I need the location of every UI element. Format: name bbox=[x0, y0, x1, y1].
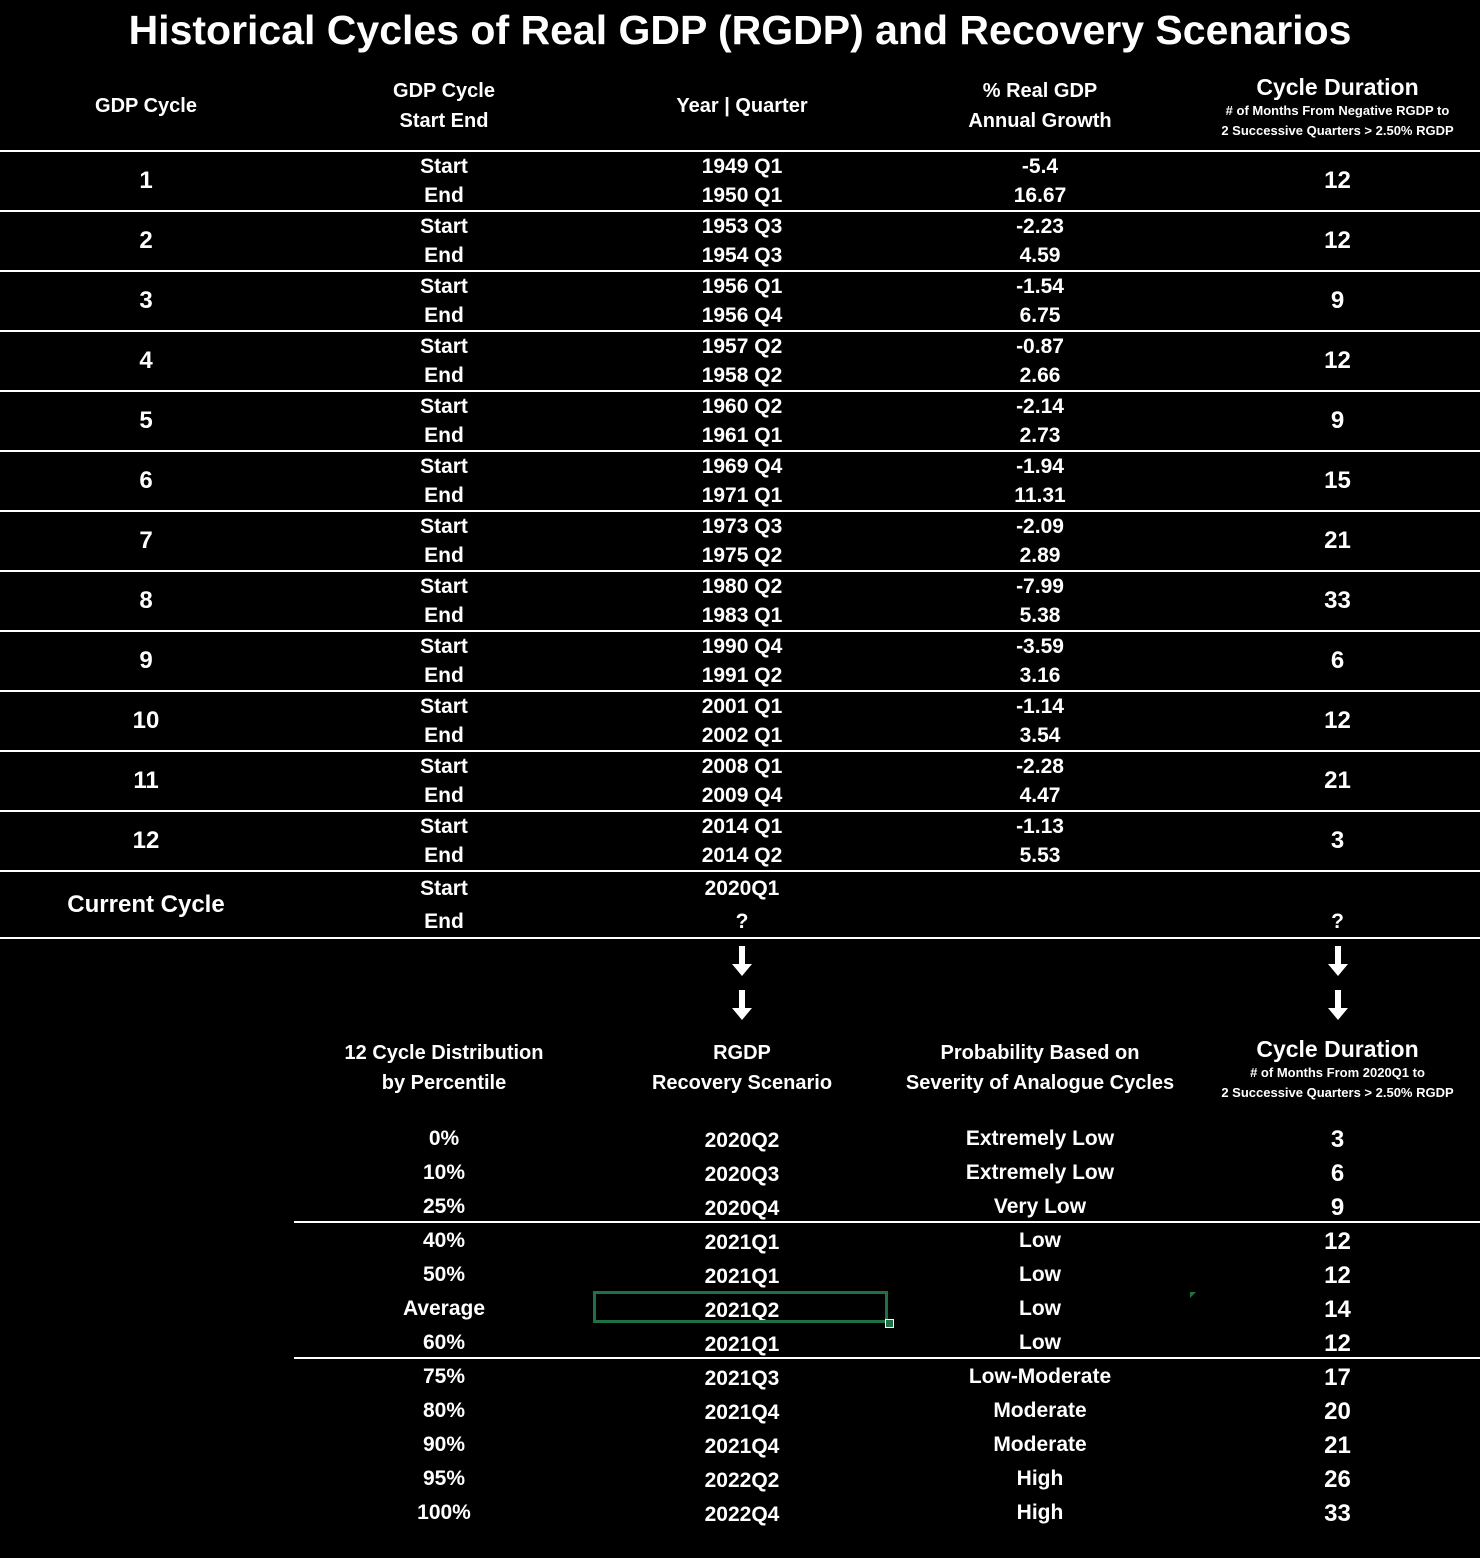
header-cycle-duration-2-sub1: # of Months From 2020Q1 to bbox=[1250, 1065, 1425, 1080]
end-label: End bbox=[424, 724, 464, 747]
header-cycle-duration-sub2: 2 Successive Quarters > 2.50% RGDP bbox=[1221, 123, 1454, 138]
recovery-scenario-value: 2021Q4 bbox=[704, 1435, 780, 1458]
end-quarter: 1983 Q1 bbox=[701, 604, 783, 627]
start-quarter: 1990 Q4 bbox=[701, 635, 783, 658]
recovery-scenario-value: 2020Q2 bbox=[704, 1129, 780, 1152]
end-label: End bbox=[424, 364, 464, 387]
cycle-duration-value: 12 bbox=[1324, 347, 1351, 374]
probability-value: Low bbox=[1019, 1263, 1061, 1286]
cycle-duration-value: ? bbox=[1331, 910, 1344, 933]
start-growth: -2.09 bbox=[1016, 515, 1064, 538]
cycle-duration-value: 9 bbox=[1330, 287, 1345, 314]
recovery-scenario-value: 2020Q4 bbox=[704, 1197, 780, 1220]
end-growth: 5.38 bbox=[1019, 604, 1061, 627]
probability-value: Moderate bbox=[993, 1399, 1087, 1422]
end-quarter: 2009 Q4 bbox=[701, 784, 783, 807]
arrow-down-icon bbox=[1323, 944, 1353, 978]
end-label: End bbox=[424, 244, 464, 267]
probability-value: Low bbox=[1019, 1297, 1061, 1320]
end-quarter: 1958 Q2 bbox=[701, 364, 783, 387]
start-label: Start bbox=[420, 215, 468, 238]
months-value: 20 bbox=[1324, 1398, 1351, 1425]
end-growth: 4.47 bbox=[1019, 784, 1061, 807]
probability-value: Low-Moderate bbox=[968, 1365, 1112, 1388]
arrow-down-icon bbox=[727, 988, 757, 1022]
selected-cell[interactable] bbox=[593, 1291, 888, 1323]
header-cycle-duration-2-sub2: 2 Successive Quarters > 2.50% RGDP bbox=[1221, 1085, 1454, 1100]
end-quarter: 1971 Q1 bbox=[701, 484, 783, 507]
cycle-number: 7 bbox=[139, 527, 153, 554]
cycle-number: 4 bbox=[139, 347, 153, 374]
probability-value: Extremely Low bbox=[965, 1127, 1115, 1150]
end-growth: 4.59 bbox=[1019, 244, 1061, 267]
percentile-label: 90% bbox=[422, 1433, 466, 1456]
end-quarter: 1956 Q4 bbox=[701, 304, 783, 327]
header-percentile-line2: by Percentile bbox=[381, 1072, 507, 1094]
header-percentile-line1: 12 Cycle Distribution bbox=[344, 1042, 544, 1064]
header-probability-line1: Probability Based on bbox=[940, 1042, 1140, 1064]
start-quarter: 1957 Q2 bbox=[701, 335, 783, 358]
start-quarter: 1949 Q1 bbox=[701, 155, 783, 178]
months-value: 12 bbox=[1324, 1228, 1351, 1255]
recovery-scenario-value: 2021Q2 bbox=[704, 1299, 780, 1322]
start-label: Start bbox=[420, 575, 468, 598]
current-cycle-label: Current Cycle bbox=[67, 891, 225, 918]
probability-value: High bbox=[1016, 1467, 1064, 1490]
cycle-number: 3 bbox=[139, 287, 153, 314]
months-value: 12 bbox=[1324, 1262, 1351, 1289]
probability-value: Low bbox=[1019, 1331, 1061, 1354]
start-label: Start bbox=[420, 635, 468, 658]
probability-value: Very Low bbox=[993, 1195, 1087, 1218]
start-label: Start bbox=[420, 755, 468, 778]
recovery-scenario-value: 2021Q1 bbox=[704, 1333, 780, 1356]
end-label: End bbox=[424, 304, 464, 327]
percentile-label: 50% bbox=[422, 1263, 466, 1286]
header-cycle-duration-2 bbox=[1190, 1035, 1480, 1103]
recovery-scenario-value: 2021Q1 bbox=[704, 1265, 780, 1288]
cycle-number: 12 bbox=[132, 827, 160, 854]
months-value: 26 bbox=[1324, 1466, 1351, 1493]
fill-handle[interactable] bbox=[885, 1319, 894, 1328]
end-quarter: ? bbox=[735, 910, 749, 933]
percentile-label: 40% bbox=[422, 1229, 466, 1252]
cycle-duration-value: 15 bbox=[1324, 467, 1351, 494]
start-quarter: 1969 Q4 bbox=[701, 455, 783, 478]
months-value: 33 bbox=[1324, 1500, 1351, 1527]
months-value: 21 bbox=[1324, 1432, 1351, 1459]
cycle-duration-value: 12 bbox=[1324, 227, 1351, 254]
cycle-number: 5 bbox=[139, 407, 153, 434]
start-label: Start bbox=[420, 335, 468, 358]
percentile-label: 60% bbox=[422, 1331, 466, 1354]
start-growth: -2.28 bbox=[1016, 755, 1064, 778]
start-quarter: 2008 Q1 bbox=[701, 755, 783, 778]
percentile-label: 25% bbox=[422, 1195, 466, 1218]
header-start-end bbox=[294, 76, 594, 136]
months-value: 12 bbox=[1324, 1330, 1351, 1357]
cycle-number: 6 bbox=[139, 467, 153, 494]
header-gdp-cycle-label: GDP Cycle bbox=[95, 95, 197, 117]
end-quarter: 1991 Q2 bbox=[701, 664, 783, 687]
end-label: End bbox=[424, 424, 464, 447]
cycle-number: 1 bbox=[139, 167, 153, 194]
header-growth-line1: % Real GDP bbox=[982, 80, 1098, 102]
cycle-number: 9 bbox=[139, 647, 153, 674]
cycle-number: 2 bbox=[139, 227, 153, 254]
start-label: Start bbox=[420, 155, 468, 178]
end-label: End bbox=[424, 844, 464, 867]
page-title: Historical Cycles of Real GDP (RGDP) and Recovery Scenarios bbox=[128, 7, 1352, 53]
start-label: Start bbox=[420, 275, 468, 298]
percentile-label: 100% bbox=[417, 1501, 471, 1524]
end-quarter: 1961 Q1 bbox=[701, 424, 783, 447]
start-label: Start bbox=[420, 515, 468, 538]
percentile-label: 80% bbox=[422, 1399, 466, 1422]
header-cycle-duration-title: Cycle Duration bbox=[1256, 74, 1419, 100]
header-cycle-duration-sub1: # of Months From Negative RGDP to bbox=[1225, 103, 1450, 118]
header-start-end-line1: GDP Cycle bbox=[393, 80, 495, 102]
cycle-duration-value: 12 bbox=[1324, 167, 1351, 194]
recovery-scenario-value: 2020Q3 bbox=[704, 1163, 780, 1186]
months-value: 17 bbox=[1324, 1364, 1351, 1391]
percentile-label: Average bbox=[402, 1297, 486, 1320]
cycle-duration-value: 21 bbox=[1324, 767, 1351, 794]
start-label: Start bbox=[420, 877, 468, 900]
end-growth: 2.89 bbox=[1019, 544, 1061, 567]
arrow-down-icon bbox=[727, 944, 757, 978]
cycle-duration-value: 6 bbox=[1330, 647, 1345, 674]
start-quarter: 2001 Q1 bbox=[701, 695, 783, 718]
start-growth: -3.59 bbox=[1016, 635, 1064, 658]
end-label: End bbox=[424, 664, 464, 687]
percentile-label: 10% bbox=[422, 1161, 466, 1184]
header-year-quarter bbox=[594, 91, 890, 121]
header-probability-line2: Severity of Analogue Cycles bbox=[905, 1072, 1175, 1094]
header-cycle-duration bbox=[1190, 73, 1480, 141]
header-cycle-duration-2-title: Cycle Duration bbox=[1256, 1036, 1419, 1062]
header-recovery-line2: Recovery Scenario bbox=[651, 1072, 833, 1094]
cycle-duration-value: 9 bbox=[1330, 407, 1345, 434]
header-probability bbox=[890, 1038, 1190, 1098]
end-quarter: 1954 Q3 bbox=[701, 244, 783, 267]
start-growth: -5.4 bbox=[1021, 155, 1059, 178]
end-label: End bbox=[424, 604, 464, 627]
percentile-label: 0% bbox=[428, 1127, 460, 1150]
header-growth-line2: Annual Growth bbox=[968, 110, 1112, 132]
start-quarter: 1973 Q3 bbox=[701, 515, 783, 538]
recovery-scenario-value: 2022Q2 bbox=[704, 1469, 780, 1492]
recovery-scenario-value: 2022Q4 bbox=[704, 1503, 780, 1526]
row-divider bbox=[294, 1221, 1480, 1223]
months-value: 9 bbox=[1330, 1194, 1345, 1221]
end-growth: 3.54 bbox=[1019, 724, 1061, 747]
header-recovery-scenario bbox=[594, 1038, 890, 1098]
cycle-number: 8 bbox=[139, 587, 153, 614]
end-growth: 2.73 bbox=[1019, 424, 1061, 447]
end-label: End bbox=[424, 910, 464, 933]
end-growth: 11.31 bbox=[1014, 484, 1066, 507]
start-growth: -1.94 bbox=[1016, 455, 1064, 478]
header-percentile bbox=[294, 1038, 594, 1098]
header-start-end-line2: Start End bbox=[399, 110, 489, 132]
start-label: Start bbox=[420, 395, 468, 418]
end-quarter: 2002 Q1 bbox=[701, 724, 783, 747]
cycle-number: 11 bbox=[133, 767, 159, 794]
recovery-scenario-value: 2021Q1 bbox=[704, 1231, 780, 1254]
start-label: Start bbox=[420, 695, 468, 718]
start-growth: -2.14 bbox=[1016, 395, 1064, 418]
months-value: 3 bbox=[1330, 1126, 1345, 1153]
start-growth: -0.87 bbox=[1016, 335, 1064, 358]
start-quarter: 1980 Q2 bbox=[701, 575, 783, 598]
recovery-scenario-value: 2021Q3 bbox=[704, 1367, 780, 1390]
probability-value: Low bbox=[1019, 1229, 1061, 1252]
start-label: Start bbox=[420, 455, 468, 478]
row-divider bbox=[294, 1357, 1480, 1359]
header-recovery-line1: RGDP bbox=[713, 1042, 771, 1064]
cycle-duration-value: 33 bbox=[1324, 587, 1351, 614]
start-growth: -1.54 bbox=[1016, 275, 1064, 298]
start-quarter: 1956 Q1 bbox=[701, 275, 783, 298]
comment-marker-icon bbox=[1190, 1292, 1196, 1298]
recovery-scenario-value: 2021Q4 bbox=[704, 1401, 780, 1424]
arrow-down-icon bbox=[1323, 988, 1353, 1022]
end-growth: 16.67 bbox=[1013, 184, 1067, 207]
months-value: 6 bbox=[1330, 1160, 1345, 1187]
end-growth: 3.16 bbox=[1019, 664, 1061, 687]
start-quarter: 1960 Q2 bbox=[701, 395, 783, 418]
end-label: End bbox=[424, 544, 464, 567]
end-label: End bbox=[424, 784, 464, 807]
percentile-label: 75% bbox=[422, 1365, 466, 1388]
probability-value: High bbox=[1016, 1501, 1064, 1524]
start-label: Start bbox=[420, 815, 468, 838]
end-label: End bbox=[424, 184, 464, 207]
start-growth: -7.99 bbox=[1016, 575, 1064, 598]
start-quarter: 1953 Q3 bbox=[701, 215, 783, 238]
start-growth: -2.23 bbox=[1016, 215, 1064, 238]
header-year-quarter-label: Year | Quarter bbox=[676, 95, 808, 117]
cycle-number: 10 bbox=[132, 707, 160, 734]
end-quarter: 2014 Q2 bbox=[701, 844, 783, 867]
start-growth: -1.14 bbox=[1016, 695, 1064, 718]
end-quarter: 1950 Q1 bbox=[701, 184, 783, 207]
header-growth bbox=[890, 76, 1190, 136]
end-growth: 6.75 bbox=[1019, 304, 1061, 327]
end-growth: 2.66 bbox=[1019, 364, 1061, 387]
probability-value: Extremely Low bbox=[965, 1161, 1115, 1184]
cycle-duration-value: 12 bbox=[1324, 707, 1351, 734]
header-gdp-cycle bbox=[0, 91, 292, 121]
row-divider bbox=[0, 937, 1480, 939]
end-quarter: 1975 Q2 bbox=[701, 544, 783, 567]
probability-value: Moderate bbox=[993, 1433, 1087, 1456]
cycle-duration-value: 21 bbox=[1324, 527, 1351, 554]
start-quarter: 2014 Q1 bbox=[701, 815, 783, 838]
percentile-label: 95% bbox=[422, 1467, 466, 1490]
start-quarter: 2020Q1 bbox=[704, 877, 780, 900]
start-growth: -1.13 bbox=[1016, 815, 1064, 838]
months-value: 14 bbox=[1324, 1296, 1351, 1323]
end-label: End bbox=[424, 484, 464, 507]
cycle-duration-value: 3 bbox=[1330, 827, 1345, 854]
end-growth: 5.53 bbox=[1019, 844, 1061, 867]
